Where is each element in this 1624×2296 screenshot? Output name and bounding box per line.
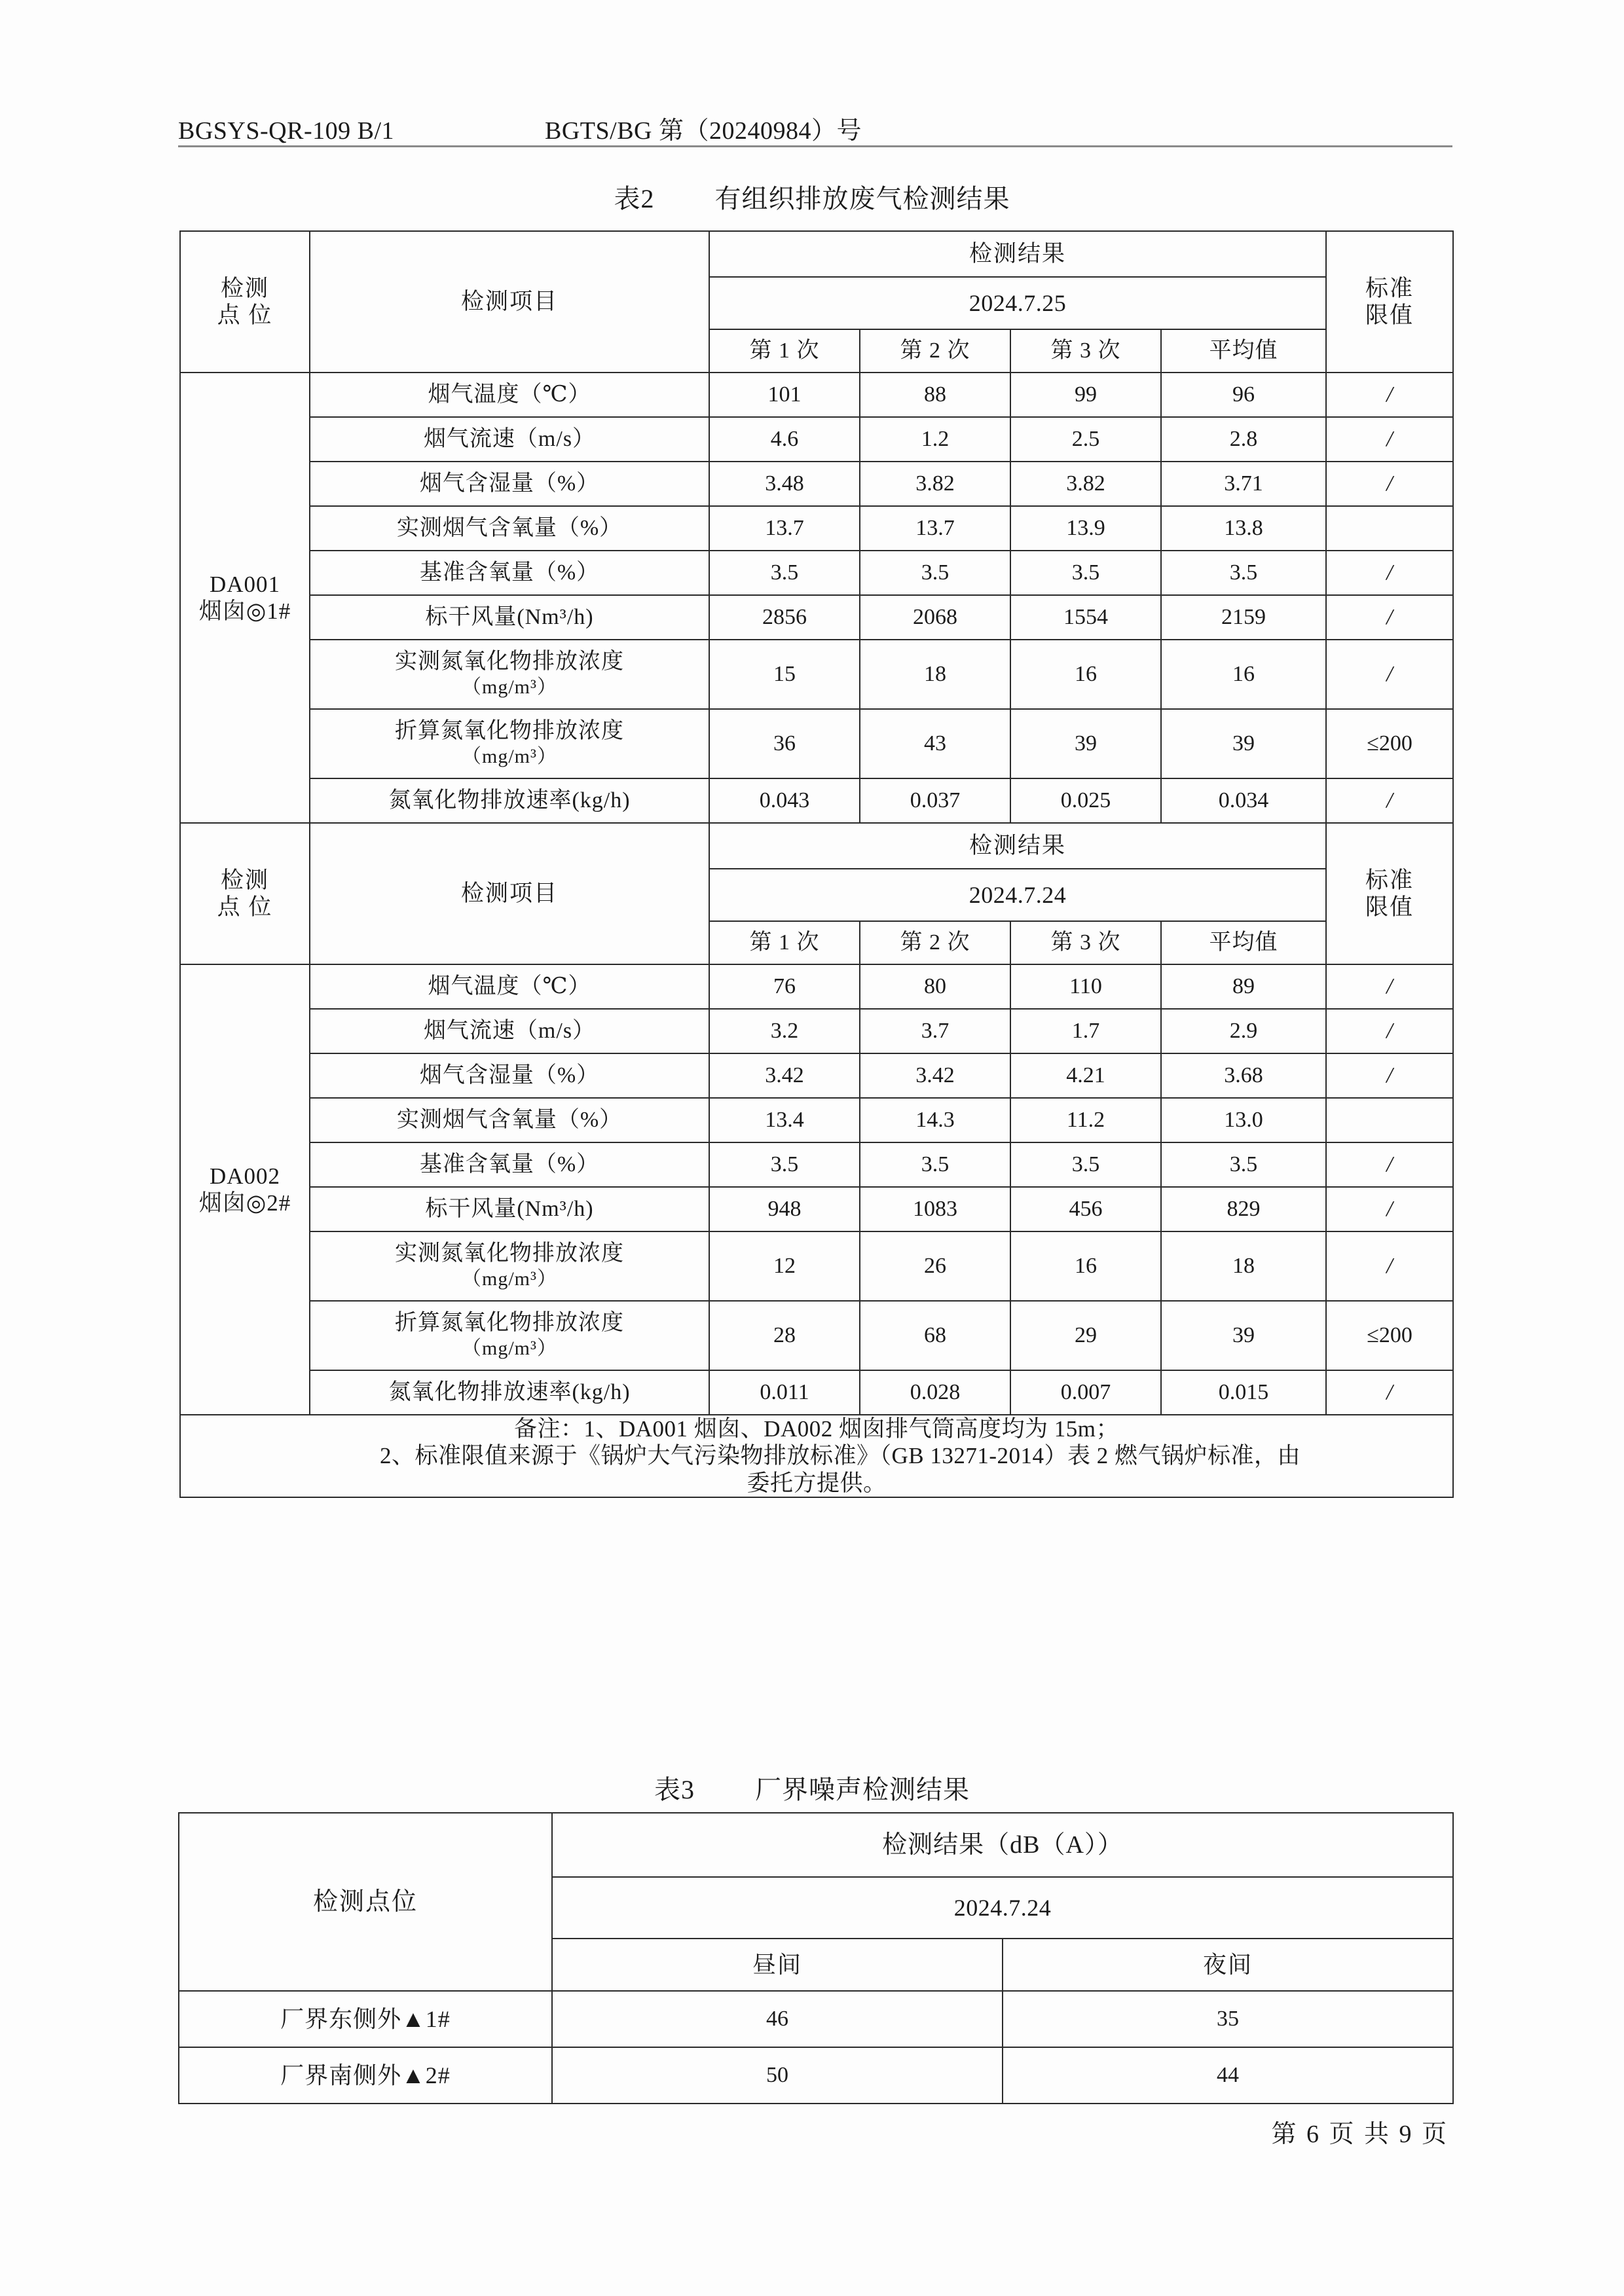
value-run2: 26 [860, 1231, 1010, 1301]
value-average: 2159 [1161, 595, 1326, 640]
header-result-b1: 检测结果 [709, 823, 1326, 869]
header-run-2-b1: 第 2 次 [860, 921, 1010, 964]
table3-value-night: 44 [1003, 2047, 1453, 2104]
item-label: 烟气温度（℃） [310, 373, 709, 417]
value-average: 3.5 [1161, 1142, 1326, 1187]
value-run3: 1.7 [1010, 1009, 1161, 1053]
value-run2: 3.5 [860, 1142, 1010, 1187]
table3-value-day: 46 [552, 1991, 1003, 2047]
note-line-1: 备注：1、DA001 烟囱、DA002 烟囱排气筒高度均为 15m； [513, 1416, 1120, 1442]
value-limit: / [1326, 1231, 1453, 1301]
value-run2: 2068 [860, 595, 1010, 640]
value-run3: 3.5 [1010, 1142, 1161, 1187]
table-row [180, 417, 1453, 462]
value-average: 39 [1161, 1301, 1326, 1370]
value-run1: 4.6 [709, 417, 860, 462]
table2-caption-number: 表2 [614, 184, 655, 213]
table-row [180, 462, 1453, 506]
value-average: 0.015 [1161, 1370, 1326, 1415]
header-run-2-b0: 第 2 次 [860, 329, 1010, 373]
value-run1: 76 [709, 964, 860, 1009]
value-limit: ≤200 [1326, 1301, 1453, 1370]
note-line-3: 委托方提供。 [747, 1470, 887, 1496]
value-run3: 99 [1010, 373, 1161, 417]
table3-caption-text: 厂界噪声检测结果 [755, 1775, 970, 1804]
value-average: 39 [1161, 709, 1326, 778]
header-point-line1: 检测 [220, 867, 269, 893]
value-limit: / [1326, 462, 1453, 506]
item-label-main: 折算氮氧化物排放浓度 [395, 1311, 624, 1336]
value-run2: 0.028 [860, 1370, 1010, 1415]
value-run2: 1083 [860, 1187, 1010, 1231]
table2-notes-row [180, 1415, 1453, 1497]
header-limit-line2: 限值 [1365, 894, 1414, 920]
value-average: 0.034 [1161, 778, 1326, 823]
value-run1: 36 [709, 709, 860, 778]
item-label: 实测烟气含氧量（%） [310, 506, 709, 551]
item-label: 标干风量(Nm³/h) [310, 595, 709, 640]
value-run1: 12 [709, 1231, 860, 1301]
item-label: 烟气流速（m/s） [310, 1009, 709, 1053]
table3-header-date: 2024.7.24 [552, 1877, 1453, 1939]
header-run-avg-b1: 平均值 [1161, 921, 1326, 964]
value-run3: 0.007 [1010, 1370, 1161, 1415]
document-header [178, 110, 1449, 146]
item-label: 基准含氧量（%） [310, 1142, 709, 1187]
item-label-main: 实测氮氧化物排放浓度 [395, 1241, 624, 1266]
value-limit: / [1326, 373, 1453, 417]
item-label [310, 709, 709, 778]
table-row [180, 778, 1453, 823]
header-point-b1 [180, 823, 310, 964]
item-label: 烟气流速（m/s） [310, 417, 709, 462]
value-run2: 3.42 [860, 1053, 1010, 1098]
value-run1: 3.2 [709, 1009, 860, 1053]
value-run1: 0.043 [709, 778, 860, 823]
point-id-b0: DA001 [209, 571, 281, 597]
item-label: 烟气含湿量（%） [310, 462, 709, 506]
value-run2: 3.82 [860, 462, 1010, 506]
value-run1: 0.011 [709, 1370, 860, 1415]
value-limit: / [1326, 1053, 1453, 1098]
value-limit: / [1326, 551, 1453, 595]
item-label: 烟气温度（℃） [310, 964, 709, 1009]
value-run1: 13.7 [709, 506, 860, 551]
table2-caption-text: 有组织排放废气检测结果 [714, 184, 1010, 213]
value-run1: 13.4 [709, 1098, 860, 1142]
value-run1: 15 [709, 640, 860, 709]
value-run1: 2856 [709, 595, 860, 640]
table-row [180, 506, 1453, 551]
header-date-b0: 2024.7.25 [709, 277, 1326, 329]
header-limit-line2: 限值 [1365, 302, 1414, 328]
table-row [180, 373, 1453, 417]
value-limit: / [1326, 640, 1453, 709]
value-run3: 110 [1010, 964, 1161, 1009]
table-row [180, 640, 1453, 709]
table2-caption [0, 178, 1624, 215]
note-line-2: 2、标准限值来源于《锅炉大气污染物排放标准》（GB 13271-2014）表 2 燃气锅炉标准，由 [379, 1443, 1301, 1469]
header-point-b0 [180, 231, 310, 373]
value-run3: 4.21 [1010, 1053, 1161, 1098]
value-run1: 3.42 [709, 1053, 860, 1098]
value-limit: / [1326, 595, 1453, 640]
value-average: 829 [1161, 1187, 1326, 1231]
table-row [180, 551, 1453, 595]
table-row [180, 1301, 1453, 1370]
value-run1: 3.5 [709, 551, 860, 595]
value-run2: 43 [860, 709, 1010, 778]
item-label: 基准含氧量（%） [310, 551, 709, 595]
item-label: 烟气含湿量（%） [310, 1053, 709, 1098]
table-row [180, 1142, 1453, 1187]
header-limit-b1 [1326, 823, 1453, 964]
value-average: 2.9 [1161, 1009, 1326, 1053]
item-label: 标干风量(Nm³/h) [310, 1187, 709, 1231]
value-run3: 39 [1010, 709, 1161, 778]
table3-header-day: 昼间 [552, 1939, 1003, 1991]
value-run2: 88 [860, 373, 1010, 417]
header-point-line1: 检测 [220, 275, 269, 301]
value-run2: 3.7 [860, 1009, 1010, 1053]
table-row [179, 1991, 1453, 2047]
item-label-main: 折算氮氧化物排放浓度 [395, 719, 624, 744]
value-limit: / [1326, 1009, 1453, 1053]
value-run1: 3.5 [709, 1142, 860, 1187]
table3-header-point: 检测点位 [179, 1813, 552, 1991]
header-limit-line1: 标准 [1365, 275, 1414, 301]
value-limit: / [1326, 417, 1453, 462]
value-average: 13.8 [1161, 506, 1326, 551]
value-average: 96 [1161, 373, 1326, 417]
point-cell-b1 [180, 964, 310, 1415]
value-run1: 948 [709, 1187, 860, 1231]
value-run3: 11.2 [1010, 1098, 1161, 1142]
value-run3: 2.5 [1010, 417, 1161, 462]
header-point-line2: 点 位 [217, 894, 273, 920]
table3-header-result: 检测结果（dB（A）） [552, 1813, 1453, 1877]
value-run3: 13.9 [1010, 506, 1161, 551]
value-run3: 16 [1010, 640, 1161, 709]
point-desc-b1: 烟囱◎2# [198, 1190, 291, 1216]
value-average: 3.68 [1161, 1053, 1326, 1098]
table-row [180, 709, 1453, 778]
item-label-unit: （mg/m³） [462, 1338, 557, 1360]
table3-value-night: 35 [1003, 1991, 1453, 2047]
value-run1: 3.48 [709, 462, 860, 506]
point-desc-b0: 烟囱◎1# [198, 598, 291, 624]
point-cell-b0 [180, 373, 310, 823]
item-label: 实测烟气含氧量（%） [310, 1098, 709, 1142]
value-run3: 1554 [1010, 595, 1161, 640]
value-run2: 13.7 [860, 506, 1010, 551]
value-run3: 29 [1010, 1301, 1161, 1370]
value-run1: 101 [709, 373, 860, 417]
value-run1: 28 [709, 1301, 860, 1370]
table2-header-row-top-b0 [180, 231, 1453, 277]
value-run2: 1.2 [860, 417, 1010, 462]
value-average: 18 [1161, 1231, 1326, 1301]
value-run3: 3.5 [1010, 551, 1161, 595]
table2-header-row-top-b1 [180, 823, 1453, 869]
value-run3: 456 [1010, 1187, 1161, 1231]
header-item-b0: 检测项目 [310, 231, 709, 373]
value-limit: / [1326, 1370, 1453, 1415]
form-code: BGSYS-QR-109 B/1 [178, 117, 394, 145]
item-label-unit: （mg/m³） [462, 676, 557, 699]
value-limit: ≤200 [1326, 709, 1453, 778]
value-average: 89 [1161, 964, 1326, 1009]
page-footer: 第 6 页 共 9 页 [1271, 2121, 1449, 2148]
header-run-3-b0: 第 3 次 [1010, 329, 1161, 373]
item-label-unit: （mg/m³） [462, 1268, 557, 1290]
point-id-b1: DA002 [209, 1163, 281, 1189]
header-point-line2: 点 位 [217, 302, 273, 328]
value-limit [1326, 506, 1453, 551]
header-item-b1: 检测项目 [310, 823, 709, 964]
table-row [180, 1098, 1453, 1142]
header-limit-line1: 标准 [1365, 867, 1414, 893]
table-row [179, 2047, 1453, 2104]
value-run2: 80 [860, 964, 1010, 1009]
header-divider [178, 145, 1452, 147]
table3-caption [0, 1769, 1624, 1806]
table3-header-night: 夜间 [1003, 1939, 1453, 1991]
table3-caption-number: 表3 [654, 1775, 695, 1804]
header-run-avg-b0: 平均值 [1161, 329, 1326, 373]
item-label: 氮氧化物排放速率(kg/h) [310, 778, 709, 823]
table-row [180, 595, 1453, 640]
item-label-unit: （mg/m³） [462, 746, 557, 768]
table-row [180, 964, 1453, 1009]
value-average: 3.71 [1161, 462, 1326, 506]
value-limit: / [1326, 964, 1453, 1009]
value-limit: / [1326, 778, 1453, 823]
table2-notes [180, 1415, 1453, 1497]
header-limit-b0 [1326, 231, 1453, 373]
table-row [180, 1053, 1453, 1098]
value-run3: 0.025 [1010, 778, 1161, 823]
item-label [310, 640, 709, 709]
value-limit: / [1326, 1142, 1453, 1187]
header-date-b1: 2024.7.24 [709, 869, 1326, 921]
boundary-noise-results-table [178, 1812, 1454, 2104]
value-run2: 14.3 [860, 1098, 1010, 1142]
value-average: 13.0 [1161, 1098, 1326, 1142]
value-run2: 3.5 [860, 551, 1010, 595]
organized-emission-results-table [179, 230, 1454, 1498]
item-label [310, 1301, 709, 1370]
header-result-b0: 检测结果 [709, 231, 1326, 277]
header-run-1-b0: 第 1 次 [709, 329, 860, 373]
item-label-main: 实测氮氧化物排放浓度 [395, 649, 624, 674]
table-row [180, 1231, 1453, 1301]
table-row [180, 1187, 1453, 1231]
report-number: BGTS/BG 第（20240984）号 [545, 117, 862, 145]
value-run2: 0.037 [860, 778, 1010, 823]
value-average: 2.8 [1161, 417, 1326, 462]
item-label [310, 1231, 709, 1301]
value-limit [1326, 1098, 1453, 1142]
header-run-3-b1: 第 3 次 [1010, 921, 1161, 964]
table-row [180, 1009, 1453, 1053]
value-average: 16 [1161, 640, 1326, 709]
item-label: 氮氧化物排放速率(kg/h) [310, 1370, 709, 1415]
value-run2: 18 [860, 640, 1010, 709]
table3-point-label: 厂界南侧外▲2# [179, 2047, 552, 2104]
value-limit: / [1326, 1187, 1453, 1231]
table3-point-label: 厂界东侧外▲1# [179, 1991, 552, 2047]
value-average: 3.5 [1161, 551, 1326, 595]
value-run2: 68 [860, 1301, 1010, 1370]
value-run3: 16 [1010, 1231, 1161, 1301]
table3-header-row-top [179, 1813, 1453, 1877]
value-run3: 3.82 [1010, 462, 1161, 506]
table3-value-day: 50 [552, 2047, 1003, 2104]
table-row [180, 1370, 1453, 1415]
header-run-1-b1: 第 1 次 [709, 921, 860, 964]
